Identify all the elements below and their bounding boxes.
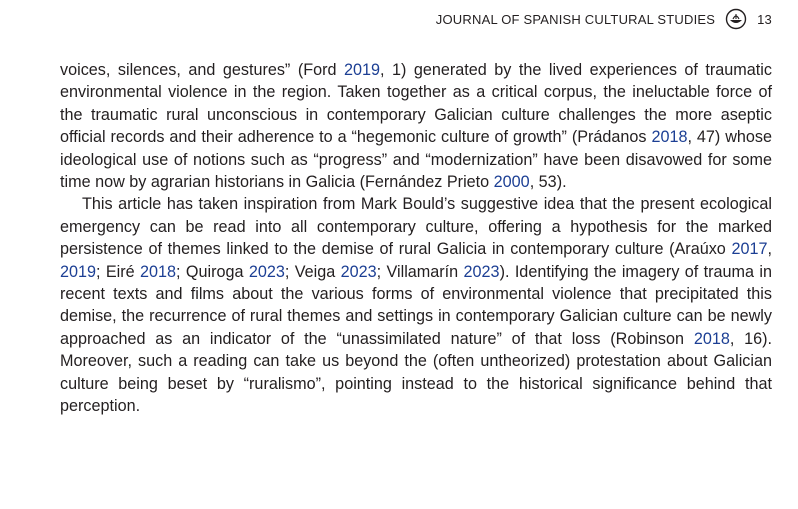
citation-year-link[interactable]: 2018 bbox=[693, 329, 730, 348]
page-number: 13 bbox=[757, 11, 772, 27]
journal-title: JOURNAL OF SPANISH CULTURAL STUDIES bbox=[435, 11, 716, 27]
text-segment: ; Eiré bbox=[96, 262, 141, 281]
text-segment: , 16). Moreover, such a reading can take us beyond the (often untheorized) protestation about Galician culture being beset by “ruralismo”, pointing instead to the historical significance behind that perception. bbox=[60, 329, 772, 416]
publisher-logo-icon bbox=[725, 8, 747, 30]
citation-year-link[interactable]: 2017 bbox=[731, 240, 768, 259]
running-header bbox=[436, 8, 772, 30]
text-segment: , bbox=[767, 240, 772, 259]
citation-year-link[interactable]: 2023 bbox=[463, 262, 500, 281]
paragraph-2 bbox=[60, 193, 772, 417]
article-body bbox=[60, 59, 772, 418]
text-segment: , 1) generated by the lived experiences of traumatic environmental violence in the region. Taken together as a critical corpus, the ineluctable force of the traumatic rural unconscious in contemporary Galician culture challenges the more aseptic official records and their adherence to a “hegemonic culture of growth” (Prádanos bbox=[60, 61, 772, 147]
citation-year-link[interactable]: 2019 bbox=[60, 262, 97, 281]
text-segment: ; Veiga bbox=[284, 262, 341, 281]
citation-year-link[interactable]: 2000 bbox=[493, 173, 530, 192]
text-segment: ). Identifying the imagery of trauma in recent texts and films about the various forms of environmental violence that precipitated this demise, the recurrence of rural themes and settings in contemporary Galician culture can be newly approached as an indicator of the “unassimilated nature” of that loss (Robinson bbox=[60, 262, 772, 348]
paragraph-1 bbox=[60, 59, 772, 193]
citation-year-link[interactable]: 2018 bbox=[140, 262, 177, 281]
text-segment: ; Quiroga bbox=[176, 262, 249, 281]
text-segment: , 53). bbox=[529, 173, 567, 192]
citation-year-link[interactable]: 2019 bbox=[343, 61, 380, 79]
text-segment: voices, silences, and gestures” (Ford bbox=[60, 61, 344, 79]
citation-year-link[interactable]: 2023 bbox=[248, 262, 285, 281]
text-segment: , 47) whose ideological use of notions such as “progress” and “modernization” have been disavowed for some time now by agrarian historians in Galicia (Fernández Prieto bbox=[60, 128, 772, 192]
text-segment: ; Villamarín bbox=[376, 262, 464, 281]
citation-year-link[interactable]: 2018 bbox=[651, 128, 688, 147]
citation-year-link[interactable]: 2023 bbox=[340, 262, 377, 281]
text-segment: This article has taken inspiration from Mark Bould’s suggestive idea that the present ecological emergency can be read into all contemporary culture, offering a hypothesis for the marked persistence of themes linked to the demise of rural Galicia in contemporary culture (Araúxo bbox=[60, 195, 772, 259]
